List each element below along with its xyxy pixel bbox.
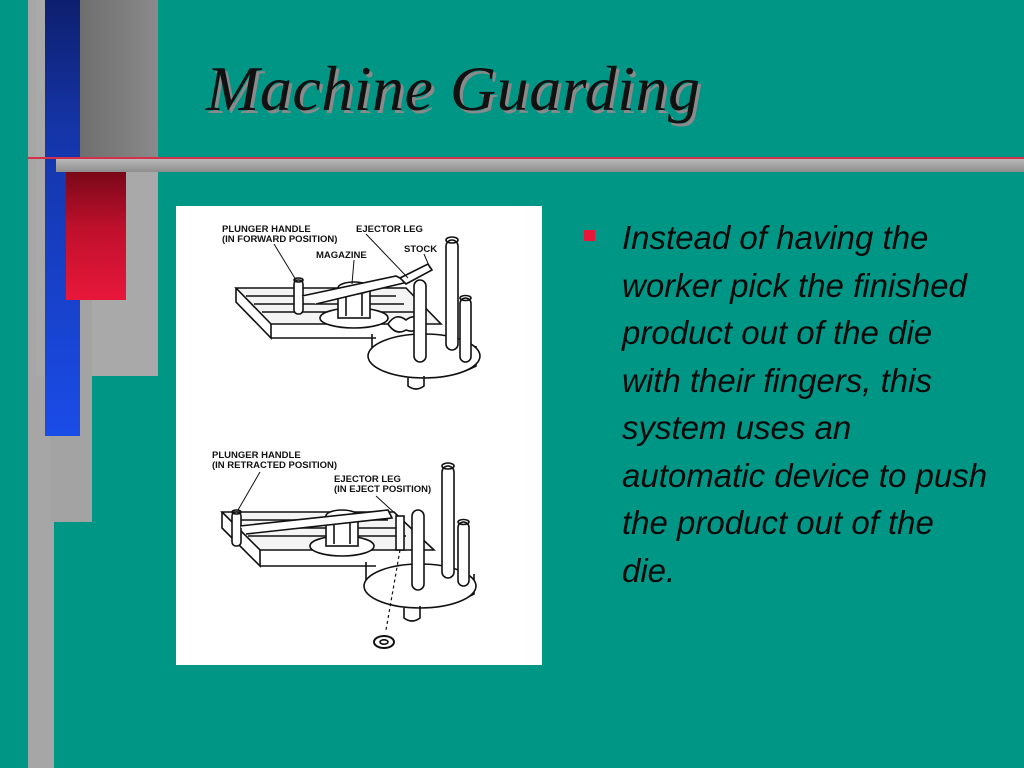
label-stock: STOCK xyxy=(404,244,438,255)
label-ejector-eject-2: (IN EJECT POSITION) xyxy=(334,484,432,495)
label-ejector-leg: EJECTOR LEG xyxy=(356,224,423,235)
slide-title: Machine Guarding xyxy=(206,53,701,124)
machine-guard-illustration xyxy=(176,206,542,665)
label-plunger-retracted-1: PLUNGER HANDLE xyxy=(212,450,301,461)
bullet-square-icon xyxy=(584,230,595,241)
bullet-item: Instead of having the worker pick the finished product out of the die with their fingers, this system uses an automatic device to push the product out of the die. xyxy=(622,219,988,589)
label-magazine: MAGAZINE xyxy=(316,250,367,261)
press-diagram xyxy=(176,206,542,665)
label-plunger-forward-2: (IN FORWARD POSITION) xyxy=(222,234,338,245)
title-divider-gray xyxy=(56,159,1024,172)
label-ejector-eject-1: EJECTOR LEG xyxy=(334,474,401,485)
label-plunger-forward-1: PLUNGER HANDLE xyxy=(222,224,311,235)
decor-bar-red xyxy=(66,172,126,300)
decor-bar-gray-dark xyxy=(80,0,158,158)
label-plunger-retracted-2: (IN RETRACTED POSITION) xyxy=(212,460,338,471)
